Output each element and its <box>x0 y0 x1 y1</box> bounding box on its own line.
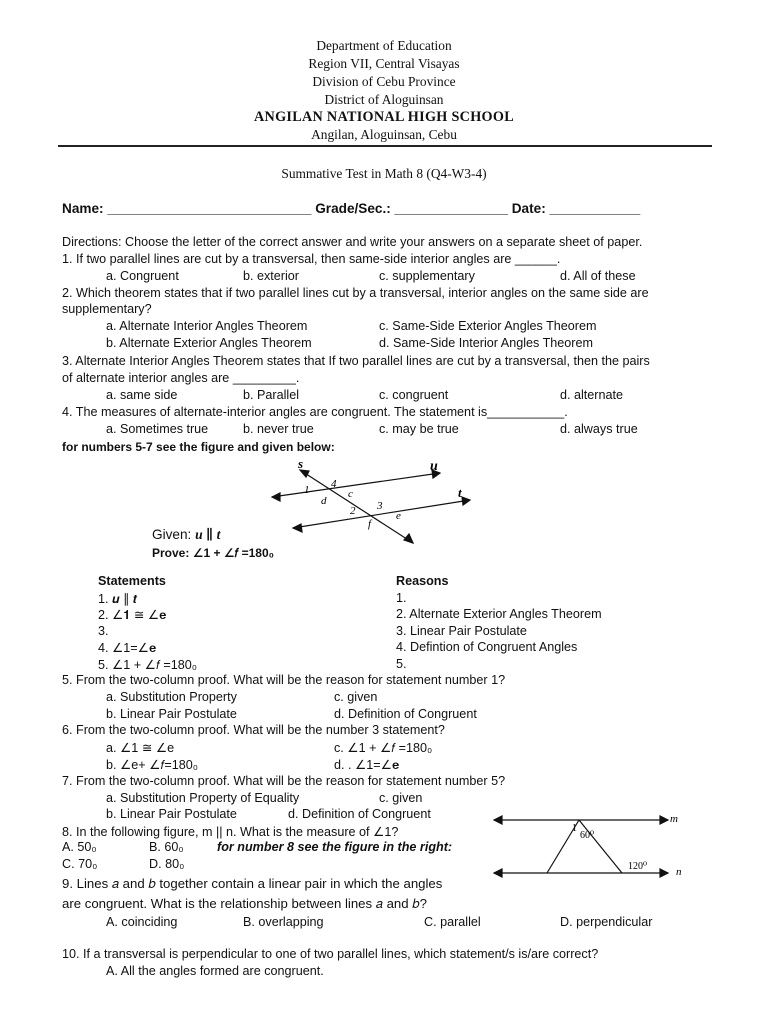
label-onetwenty: 120⁰ <box>628 861 648 872</box>
q6-choice-a: a. ∠1 ≅ ∠e <box>106 741 175 755</box>
q9-choice-a: A. coinciding <box>106 915 178 929</box>
q4-choice-b: b. never true <box>243 422 314 436</box>
figure1-note: for numbers 5-7 see the figure and given below: <box>62 440 335 454</box>
header-region: Region VII, Central Visayas <box>308 56 460 71</box>
q5-choice-c: c. given <box>334 690 378 704</box>
test-title: Summative Test in Math 8 (Q4-W3-4) <box>281 166 487 181</box>
label-angle-3: 3 <box>377 500 383 512</box>
q10-stem: 10. If a transversal is perpendicular to one of two parallel lines, which statement/s is/are correct? <box>62 947 599 961</box>
q9-choice-c: C. parallel <box>424 915 481 929</box>
statement-4: 4. ∠1=∠𝐞 <box>98 641 157 655</box>
label-m: m <box>670 813 678 825</box>
label-n: n <box>676 866 682 878</box>
line-n-arrow-left <box>494 869 502 877</box>
label-angle-2: 2 <box>350 505 356 517</box>
label-angle-4: 4 <box>331 478 337 490</box>
q2-stem-line2: supplementary? <box>62 302 152 316</box>
label-angle-c: c <box>348 488 353 500</box>
q7-choice-d: d. Definition of Congruent <box>288 807 431 821</box>
statements-header: Statements <box>98 574 166 588</box>
q5-choice-d: d. Definition of Congruent <box>334 707 477 721</box>
header-district: District of Aloguinsan <box>324 92 444 107</box>
reason-1: 1. <box>396 591 407 605</box>
q2-choice-c: c. Same-Side Exterior Angles Theorem <box>379 319 597 333</box>
label-angle-d: d <box>321 495 327 507</box>
q3-stem-line2: of alternate interior angles are _________. <box>62 371 300 385</box>
q9-choice-d: D. perpendicular <box>560 915 653 929</box>
school-address: Angilan, Aloguinsan, Cebu <box>311 127 457 142</box>
q8-choice-c: C. 70₀ <box>62 857 98 871</box>
q7-stem: 7. From the two-column proof. What will be the reason for statement number 5? <box>62 774 506 788</box>
label-angle-one: 1 <box>572 823 577 834</box>
header-department: Department of Education <box>316 38 452 53</box>
q6-choice-d: d. . ∠1=∠𝐞 <box>334 758 400 772</box>
q3-choice-c: c. congruent <box>379 388 449 402</box>
line-m-arrow-left <box>494 816 502 824</box>
q4-stem: 4. The measures of alternate-interior angles are congruent. The statement is___________. <box>62 405 568 419</box>
q1-stem: 1. If two parallel lines are cut by a transversal, then same-side interior angles are ______. <box>62 252 561 266</box>
label-angle-e: e <box>396 510 401 522</box>
reasons-header: Reasons <box>396 574 449 588</box>
reason-4: 4. Defintion of Congruent Angles <box>396 640 578 654</box>
q2-choice-a: a. Alternate Interior Angles Theorem <box>106 319 308 333</box>
q3-choice-d: d. alternate <box>560 388 624 402</box>
q3-choice-b: b. Parallel <box>243 388 300 402</box>
statement-1: 1. 𝒖 ∥ 𝒕 <box>98 592 138 606</box>
q1-choice-a: a. Congruent <box>106 269 179 283</box>
q8-figure-note: for number 8 see the figure in the right: <box>217 840 453 854</box>
q4-choice-a: a. Sometimes true <box>106 422 209 436</box>
q8-choice-a: A. 50₀ <box>62 840 97 854</box>
q3-choice-a: a. same side <box>106 388 178 402</box>
q2-choice-b: b. Alternate Exterior Angles Theorem <box>106 336 312 350</box>
q4-choice-c: c. may be true <box>379 422 459 436</box>
q5-choice-a: a. Substitution Property <box>106 690 237 704</box>
q2-choice-d: d. Same-Side Interior Angles Theorem <box>379 336 593 350</box>
q6-choice-c: c. ∠1 + ∠𝑓 =180₀ <box>334 741 433 755</box>
q8-choice-d: D. 80₀ <box>149 857 185 871</box>
q8-choice-b: B. 60₀ <box>149 840 184 854</box>
q5-choice-b: b. Linear Pair Postulate <box>106 707 237 721</box>
q1-choice-c: c. supplementary <box>379 269 475 283</box>
label-s: s <box>298 456 304 471</box>
student-info-line: Name: ___________________________ Grade/Sec.: _______________ Date: ____________ <box>62 201 641 216</box>
school-name: ANGILAN NATIONAL HIGH SCHOOL <box>253 109 514 125</box>
label-sixty: 60⁰ <box>580 830 595 841</box>
label-t: t <box>458 485 462 500</box>
q2-stem-line1: 2. Which theorem states that if two parallel lines cut by a transversal, interior angles on the same side are <box>62 286 649 300</box>
q9-stem-line1: 9. Lines 𝑎 and 𝑏 together contain a linear pair in which the angles <box>62 876 443 891</box>
reason-3: 3. Linear Pair Postulate <box>396 624 527 638</box>
q6-stem: 6. From the two-column proof. What will be the number 3 statement? <box>62 723 445 737</box>
reason-5: 5. <box>396 657 407 671</box>
header-division: Division of Cebu Province <box>312 74 456 89</box>
directions: Directions: Choose the letter of the correct answer and write your answers on a separate sheet of paper. <box>62 235 643 249</box>
q1-choice-d: d. All of these <box>560 269 636 283</box>
line-m-arrow-right <box>660 816 668 824</box>
q10-choice-a: A. All the angles formed are congruent. <box>106 964 324 978</box>
q9-choice-b: B. overlapping <box>243 915 324 929</box>
line-n-arrow-right <box>660 869 668 877</box>
q7-choice-b: b. Linear Pair Postulate <box>106 807 237 821</box>
q3-stem-line1: 3. Alternate Interior Angles Theorem states that If two parallel lines are cut by a transversal, then the pairs <box>62 354 650 368</box>
q9-stem-line2: are congruent. What is the relationship between lines 𝑎 and 𝑏? <box>62 896 427 911</box>
label-u: u <box>430 459 438 474</box>
label-angle-f: f <box>368 518 372 530</box>
prove-line: Prove: ∠1 + ∠𝑓 =180₀ <box>152 546 275 560</box>
triangle-right-side <box>579 820 622 873</box>
q8-stem: 8. In the following figure, m || n. What is the measure of ∠1? <box>62 825 399 839</box>
q5-stem: 5. From the two-column proof. What will be the reason for statement number 1? <box>62 673 506 687</box>
q6-choice-b: b. ∠e+ ∠𝑓=180₀ <box>106 758 198 772</box>
q1-choice-b: b. exterior <box>243 269 299 283</box>
given-label: Given: <box>152 527 196 542</box>
q7-choice-a: a. Substitution Property of Equality <box>106 791 300 805</box>
q4-choice-d: d. always true <box>560 422 638 436</box>
statement-5: 5. ∠1 + ∠𝑓 =180₀ <box>98 658 197 672</box>
label-angle-1: 1 <box>304 484 310 496</box>
statement-3: 3. <box>98 624 109 638</box>
given-value: u ∥ t <box>195 527 221 542</box>
q7-choice-c: c. given <box>379 791 423 805</box>
statement-2: 2. ∠𝟏 ≅ ∠𝐞 <box>98 608 167 622</box>
reason-2: 2. Alternate Exterior Angles Theorem <box>396 607 602 621</box>
